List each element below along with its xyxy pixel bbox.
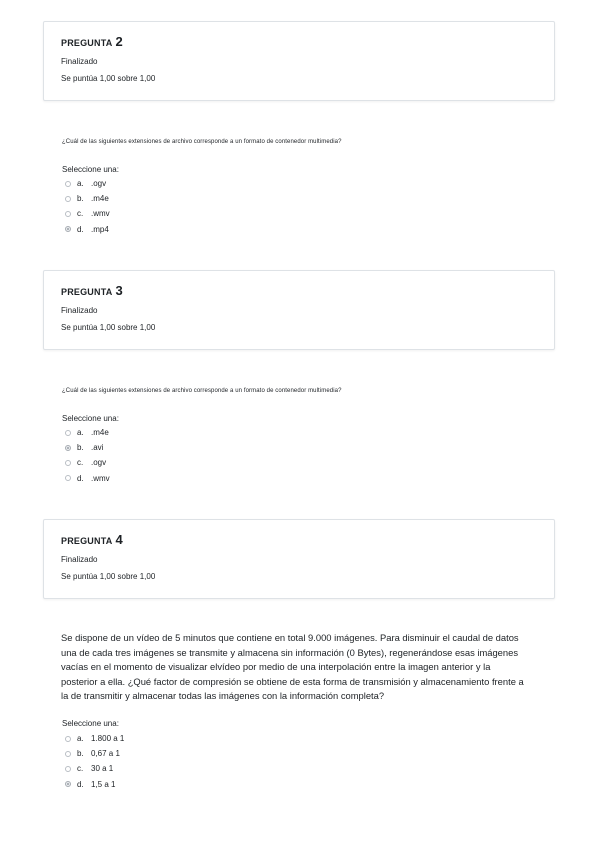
radio-button-selected[interactable] — [65, 445, 71, 451]
answer-option[interactable]: b. .avi — [65, 440, 110, 455]
question-title: PREGUNTA 4 — [61, 532, 123, 547]
question-grade: Se puntúa 1,00 sobre 1,00 — [61, 572, 156, 581]
answer-text: .wmv — [91, 473, 110, 483]
question-info-card — [43, 519, 555, 599]
answer-text: .avi — [91, 443, 104, 453]
answer-option[interactable]: b. 0,67 a 1 — [65, 746, 124, 761]
answer-option[interactable]: a. .ogv — [65, 176, 110, 191]
question-title: PREGUNTA 3 — [61, 283, 123, 298]
answer-prompt: Seleccione una: — [62, 165, 119, 174]
radio-button[interactable] — [65, 196, 71, 202]
answer-prompt: Seleccione una: — [62, 719, 119, 728]
answer-option[interactable]: d. .mp4 — [65, 222, 110, 237]
radio-button[interactable] — [65, 766, 71, 772]
radio-button[interactable] — [65, 475, 71, 481]
question-number: 4 — [115, 532, 123, 547]
radio-button[interactable] — [65, 430, 71, 436]
answer-option[interactable]: a. .m4e — [65, 425, 110, 440]
question-text-line: la de transmitir y almacenar todas las imágenes con la información completa? — [61, 690, 385, 702]
answer-option[interactable]: c. 30 a 1 — [65, 761, 124, 776]
answer-option[interactable]: c. .wmv — [65, 206, 110, 221]
answer-option[interactable]: d. 1,5 a 1 — [65, 777, 124, 792]
question-grade: Se puntúa 1,00 sobre 1,00 — [61, 74, 156, 83]
question-text-line: posterior a ella. ¿Qué factor de compresión se obtiene de esta forma de transmisión y almacenamiento frente a — [61, 675, 524, 687]
question-info-card — [43, 21, 555, 101]
question-text — [61, 631, 541, 704]
question-state: Finalizado — [61, 306, 98, 315]
question-state: Finalizado — [61, 555, 98, 564]
radio-button[interactable] — [65, 181, 71, 187]
question-text: ¿Cuál de las siguientes extensiones de archivo corresponde a un formato de contenedor multimedia? — [62, 388, 342, 394]
question-title: PREGUNTA 2 — [61, 34, 123, 49]
answer-text: 30 a 1 — [91, 764, 114, 774]
question-number: 2 — [115, 34, 123, 49]
question-grade: Se puntúa 1,00 sobre 1,00 — [61, 323, 156, 332]
answer-option[interactable]: d. .wmv — [65, 471, 110, 486]
answer-option[interactable]: a. 1.800 a 1 — [65, 731, 124, 746]
answer-prompt: Seleccione una: — [62, 414, 119, 423]
answer-list — [65, 731, 124, 792]
answer-list — [65, 176, 110, 237]
radio-button-selected[interactable] — [65, 781, 71, 787]
answer-list — [65, 425, 110, 486]
answer-text: 0,67 a 1 — [91, 749, 120, 759]
radio-button[interactable] — [65, 211, 71, 217]
answer-text: .ogv — [91, 458, 107, 468]
answer-text: .ogv — [91, 179, 107, 189]
radio-button[interactable] — [65, 736, 71, 742]
radio-button[interactable] — [65, 751, 71, 757]
question-number: 3 — [115, 283, 123, 298]
answer-option[interactable]: b. .m4e — [65, 191, 110, 206]
question-text-line: una de cada tres imágenes se transmite y almacena sin información (0 Bytes), regenerándose esas imágenes — [61, 646, 519, 658]
answer-text: .m4e — [91, 428, 109, 438]
answer-text: .m4e — [91, 194, 109, 204]
answer-text: 1.800 a 1 — [91, 734, 125, 744]
radio-button[interactable] — [65, 460, 71, 466]
question-info-card — [43, 270, 555, 350]
answer-text: 1,5 a 1 — [91, 779, 116, 789]
question-text: ¿Cuál de las siguientes extensiones de archivo corresponde a un formato de contenedor multimedia? — [62, 139, 342, 145]
answer-option[interactable]: c. .ogv — [65, 455, 110, 470]
answer-text: .wmv — [91, 209, 110, 219]
question-text-line: Se dispone de un vídeo de 5 minutos que contiene en total 9.000 imágenes. Para disminuir el caudal de datos — [61, 632, 519, 643]
answer-text: .mp4 — [91, 224, 109, 234]
question-text-line: vacías en el momento de visualizar elvídeo por medio de una interpolación entre la imagen anterior y la — [61, 661, 491, 673]
radio-button-selected[interactable] — [65, 226, 71, 232]
question-state: Finalizado — [61, 57, 98, 66]
